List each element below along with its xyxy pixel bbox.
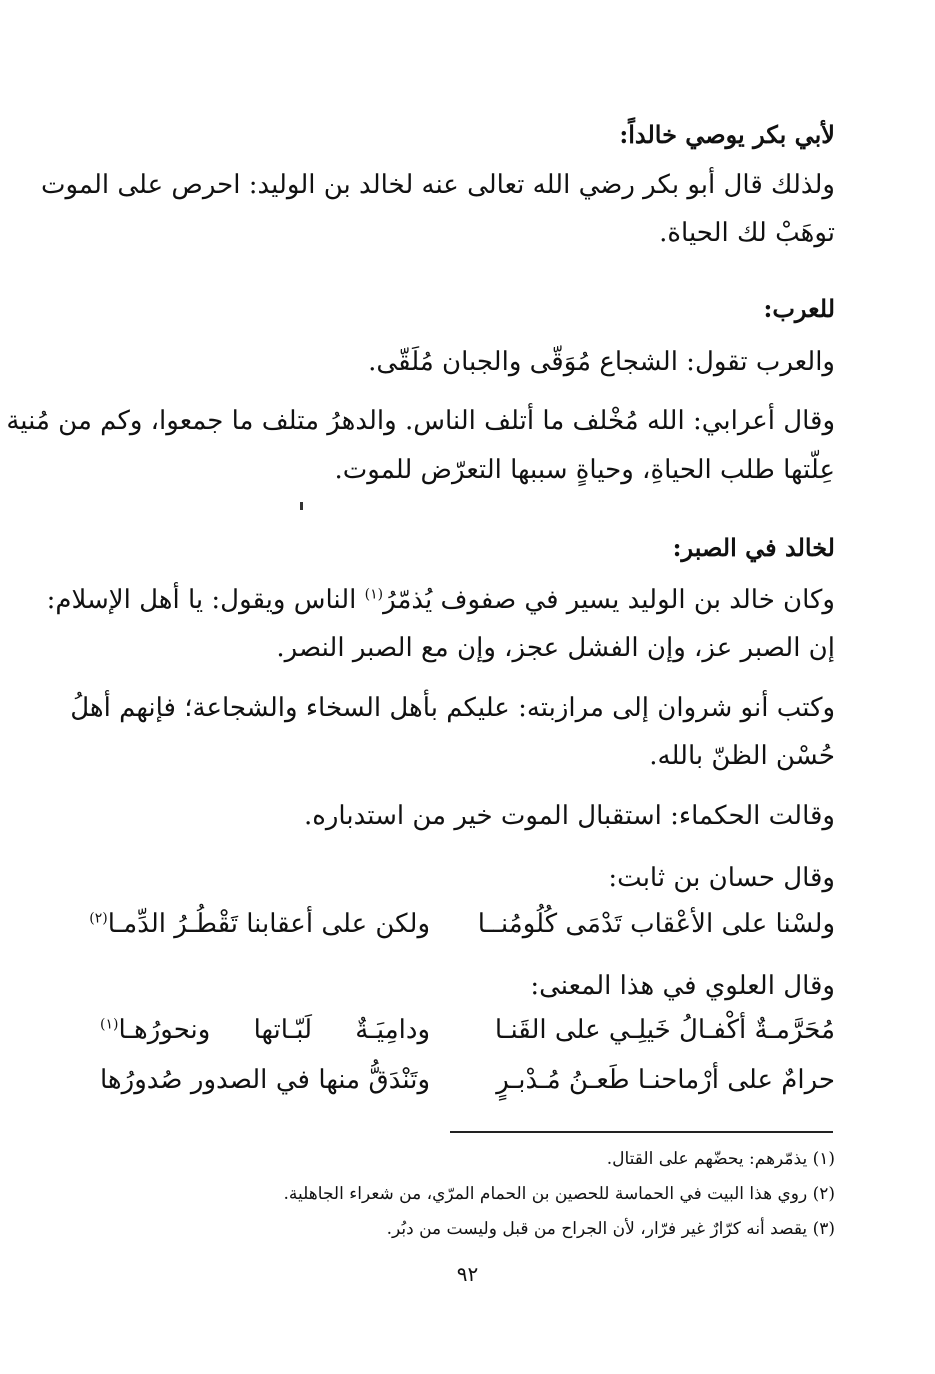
poem-verse bbox=[100, 1060, 835, 1100]
paragraph-line: وقال حسان بن ثابت: bbox=[608, 863, 835, 893]
footnote-marker: (٢) bbox=[89, 910, 108, 927]
hemistich-text: ودامِيَـةٌ لَبّـاتها ونحورُهـا bbox=[118, 1015, 430, 1045]
footnote-divider bbox=[450, 1131, 833, 1133]
verse-second-hemistich: وتَنْدَقُّ منها في الصدور صُدورُها bbox=[100, 1065, 430, 1095]
footnote: (٣) يقصد أنه كرّارٌ غير فرّار، لأن الجراح من قبل وليست من دبُر. bbox=[386, 1219, 835, 1239]
paragraph-line: وقال العلوي في هذا المعنى: bbox=[530, 971, 835, 1001]
section-heading-abu-bakr: لأبي بكر يوصي خالداً: bbox=[619, 120, 835, 149]
section-heading-arabs: للعرب: bbox=[763, 294, 835, 323]
paragraph-line: وكتب أنو شروان إلى مرازبته: عليكم بأهل السخاء والشجاعة؛ فإنهم أهلُ bbox=[70, 693, 835, 723]
paragraph-line: إن الصبر عز، وإن الفشل عجز، وإن مع الصبر النصر. bbox=[276, 633, 835, 663]
verse-second-hemistich bbox=[89, 904, 430, 944]
paragraph-line: حُسْن الظنّ بالله. bbox=[649, 741, 835, 771]
paragraph-line bbox=[46, 580, 835, 620]
hemistich-text: ولكن على أعقابنا تَقْطُـرُ الدِّمـا bbox=[107, 909, 430, 939]
paragraph-line: ولذلك قال أبو بكر رضي الله تعالى عنه لخالد بن الوليد: احرص على الموت bbox=[41, 170, 835, 200]
verse-first-hemistich: مُحَرَّمـةٌ أكْفـالُ خَيلِـي على القَنـا bbox=[494, 1015, 835, 1045]
verse-second-hemistich bbox=[100, 1010, 430, 1050]
paragraph-line: وقالت الحكماء: استقبال الموت خير من استدباره. bbox=[303, 801, 835, 831]
paragraph-line: توهَبْ لك الحياة. bbox=[659, 218, 835, 248]
verse-first-hemistich: حرامٌ على أرْماحنـا طَعـنُ مُـدْبـرٍ bbox=[496, 1065, 835, 1095]
footnote: (٢) روي هذا البيت في الحماسة للحصين بن الحمام المرّي، من شعراء الجاهلية. bbox=[283, 1184, 835, 1204]
line-text: وكان خالد بن الوليد يسير في صفوف يُذمّرُ bbox=[383, 585, 835, 615]
paragraph-line: والعرب تقول: الشجاع مُوَقّى والجبان مُلَقّى. bbox=[368, 347, 835, 377]
footnote-marker: (١) bbox=[364, 586, 384, 603]
line-text: الناس ويقول: يا أهل الإسلام: bbox=[46, 585, 365, 615]
footnote: (١) يذمّرهم: يحضّهم على القتال. bbox=[606, 1149, 835, 1169]
poem-verse bbox=[100, 1010, 835, 1050]
footnote-marker: (١) bbox=[100, 1016, 119, 1033]
poem-verse bbox=[89, 904, 835, 944]
paragraph-line: وقال أعرابي: الله مُخْلف ما أتلف الناس. والدهرُ متلف ما جمعوا، وكم من مُنية bbox=[6, 406, 835, 436]
section-heading-khalid-patience: لخالد في الصبر: bbox=[672, 533, 835, 562]
verse-first-hemistich: ولسْنا على الأعْقاب تَدْمَى كُلُومُنــا bbox=[477, 909, 835, 939]
page-number: ٩٢ bbox=[456, 1262, 479, 1286]
print-speck bbox=[300, 502, 303, 510]
paragraph-line: عِلّتها طلب الحياةِ، وحياةٍ سببها التعرّض للموت. bbox=[334, 455, 835, 485]
